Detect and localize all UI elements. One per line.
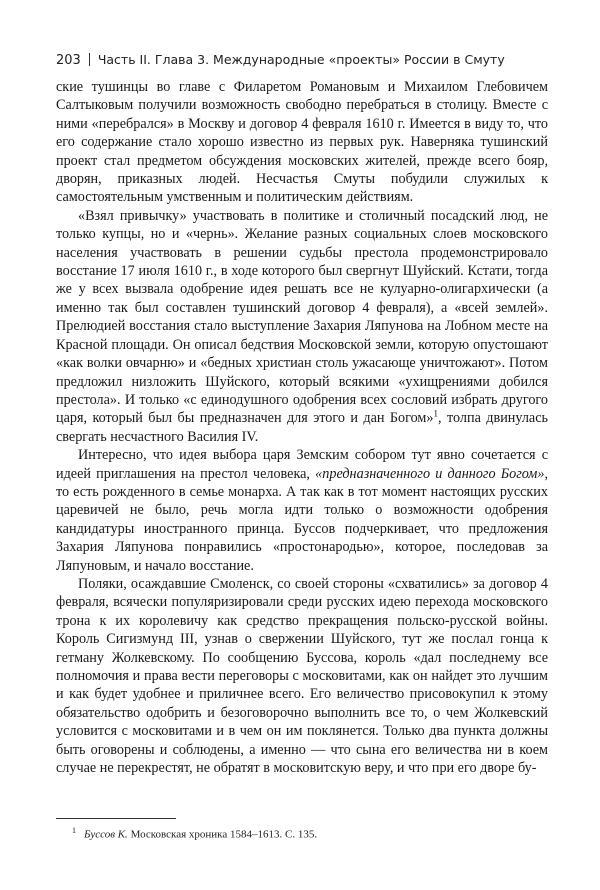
running-title: Часть II. Глава 3. Международные «проекты» России в Смуту: [97, 52, 505, 67]
paragraph-poles: Поляки, осаждавшие Смоленск, со своей стороны «схватились» за договор 4 февраля, всячески популяризировали среди русских идею перехода московского трона к их королевичу как средство прекращения польско-русской войны. Король Сигизмунд III, узнав о свержении Шуйского, тут же послал гонца к гетману Жолкевскому. По сообщению Буссова, король «дал последнему все полномочия и права вести переговоры с московитами, как он найдет это лучшим и как будет удобнее и приличнее всего. Его величество присовокупил к этому обязательство одобрить и безоговорочно выполнить все то, о чем Жолкевский условится с московитами и в чем он им поклянется. Только два пункта должны быть оговорены и соблюдены, а именно — что сына его величества ни в коем случае не перекрестят, не обратят в московитскую веру, и что при его дворе бу-: [56, 575, 548, 777]
paragraph-continuation: ские тушинцы во главе с Филаретом Романовым и Михаилом Глебовичем Салтыковым получили возможность свободно перебраться в столицу. Вместе с ними «перебрался» в Москву и договор 4 февраля 1610 г. Имеется в виду то, что его содержание стало хорошо известно из первых рук. Наверняка тушинский проект стал предметом обсуждения московских жителей, прежде всего бояр, дворян, приказных людей. Несчастья Смуты побудили служилых к самостоятельным умственным и политическим действиям.: [56, 79, 548, 206]
paragraph-text: «Взял привычку» участвовать в политике и столичный посадский люд, не только купцы, но и «чернь». Желание разных социальных слоев московского населения участвовать в решении судьбы престола продемонстрировало восстание 17 июля 1610 г., в ходе которого был свергнут Шуйский. Кстати, тогда же у всех вызвала одобрение идея решать все не кулуарно-олигархически (а именно так был составлен тушинский договор 4 февраля), а «всей землей». Прелюдией восстания стало выступление Захария Ляпунова на Лобном месте на Красной площади. Он описал бедствия Московской земли, которую опустошают «как волки овчарню» и «бедных христиан столь ужасающе уничтожают». Потом предложил низложить Шуйского, который всякими «ухищрениями добился престола». И только «с единодушного одобрения всех сословий избрать другого царя, который был бы предназначен для этого и дан Богом»: [56, 207, 548, 427]
page-number: 203: [56, 53, 81, 68]
paragraph-text: , то есть рожденного в семье монарха. А так как в тот момент настоящих русских царевичей не было, речь могла идти только о возможности одобрения кандидатуры иностранного принца. Буссов подчеркивает, что предложения Захария Ляпунова понравились «простонародью», которое, последовав за Ляпуновым, и начало восстание.: [56, 465, 548, 574]
paragraph-election: [56, 446, 548, 575]
footnote-reference[interactable]: 1: [433, 408, 439, 419]
footnote-author: Буссов К.: [84, 828, 128, 841]
main-text: [56, 78, 548, 777]
header-divider: [89, 53, 90, 66]
italic-quote: «предназначенного и данного Богом»: [315, 465, 545, 482]
footnote: [72, 826, 317, 841]
footnote-divider: [56, 818, 176, 819]
running-header: [56, 52, 505, 68]
paragraph-uprising: [56, 207, 548, 446]
paragraph-text: Интересно, что идея выбора царя Земским собором тут явно сочетается с идеей приглашения на престол человека,: [56, 447, 548, 482]
paragraph-text: , толпа двинулась свергать несчастного Василия IV.: [56, 410, 548, 445]
footnote-mark: 1: [72, 826, 76, 835]
footnote-text: Московская хроника 1584–1613. С. 135.: [127, 828, 318, 841]
